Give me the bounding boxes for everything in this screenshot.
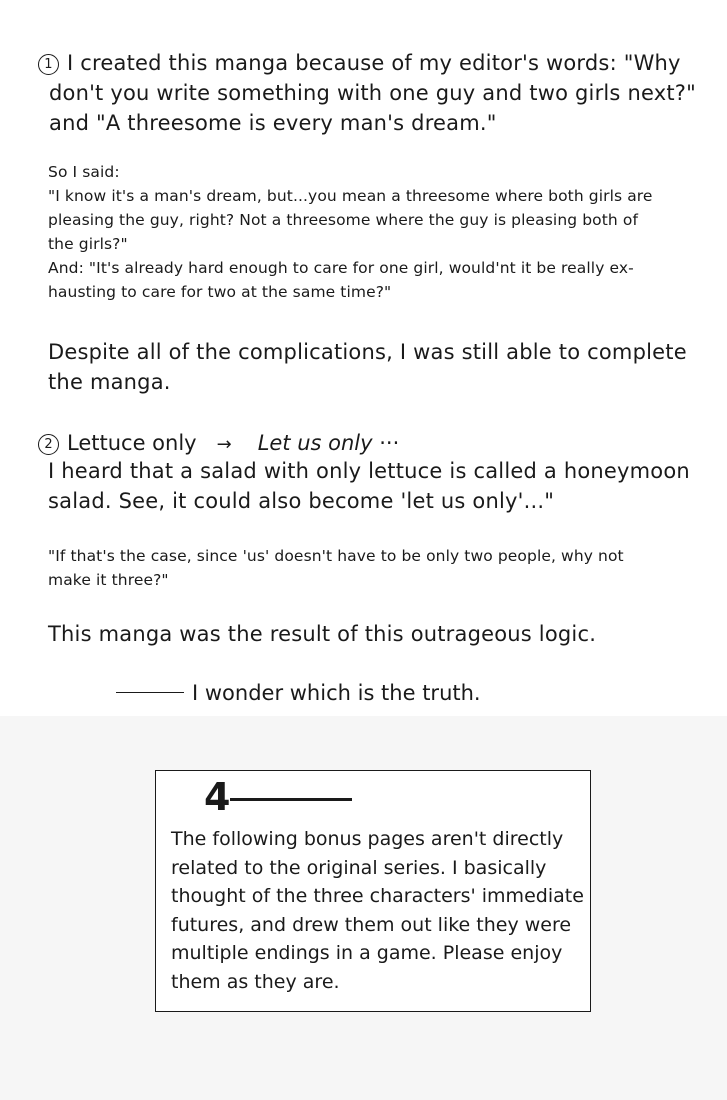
dash-rule [116,692,184,693]
quote-2-line-1: "If that's the case, since 'us' doesn't have to be only two people, why not [48,547,624,565]
truth-line [116,678,481,708]
reply-line-3: pleasing the guy, right? Not a threesome where the guy is pleasing both of [48,211,639,229]
result-paragraph [48,619,688,649]
reply-line-2: "I know it's a man's dream, but...you mean a threesome where both girls are [48,187,653,205]
lettuce-only-text: Lettuce only [67,431,197,455]
reply-paragraph [48,160,688,304]
bonus-notice-box [155,770,591,1012]
quote-2-line-2: make it three?" [48,571,169,589]
notice-line-3: thought of the three characters' immediate [171,885,584,907]
circled-number-2: 2 [38,434,59,455]
conclusion-1-line-2: the manga. [48,370,171,394]
note-1-line-1: 1 I created this manga because of my editor's words: "Why [48,48,688,78]
reply-line-5: And: "It's already hard enough to care for one girl, would'nt it be really ex- [48,259,634,277]
ellipsis-text: ··· [372,431,400,455]
reply-line-6: hausting to care for two at the same time?" [48,283,392,301]
notice-number: 4 [204,775,231,819]
note-1-paragraph [44,48,696,138]
note-1-line-2: don't you write something with one guy and two girls next?" [49,81,696,105]
note-2-body-line-1: I heard that a salad with only lettuce is called a honeymoon [48,459,690,483]
notice-text [171,825,583,996]
note-2-body-line-2: salad. See, it could also become 'let us only'..." [48,489,555,513]
notice-rule [230,798,352,801]
notice-line-1: The following bonus pages aren't directly [171,828,564,850]
let-us-only-text: Let us only [257,431,373,455]
arrow-right-icon: → [216,434,232,455]
truth-text: I wonder which is the truth. [192,681,481,705]
quote-2-paragraph [48,544,688,592]
result-line: This manga was the result of this outrageous logic. [48,622,597,646]
circled-number-1: 1 [38,54,59,75]
note-2-body-paragraph [48,456,688,516]
notice-line-2: related to the original series. I basically [171,856,547,879]
note-1-line-3: and "A threesome is every man's dream." [49,111,497,135]
notice-line-4: futures, and drew them out like they were [171,913,572,936]
reply-line-4: the girls?" [48,235,128,253]
notice-line-5: multiple endings in a game. Please enjoy [171,942,563,964]
conclusion-1-paragraph [48,337,688,397]
conclusion-1-line-1: Despite all of the complications, I was still able to complete [48,340,687,364]
reply-line-1: So I said: [48,163,120,181]
notice-line-6: them as they are. [171,970,340,993]
